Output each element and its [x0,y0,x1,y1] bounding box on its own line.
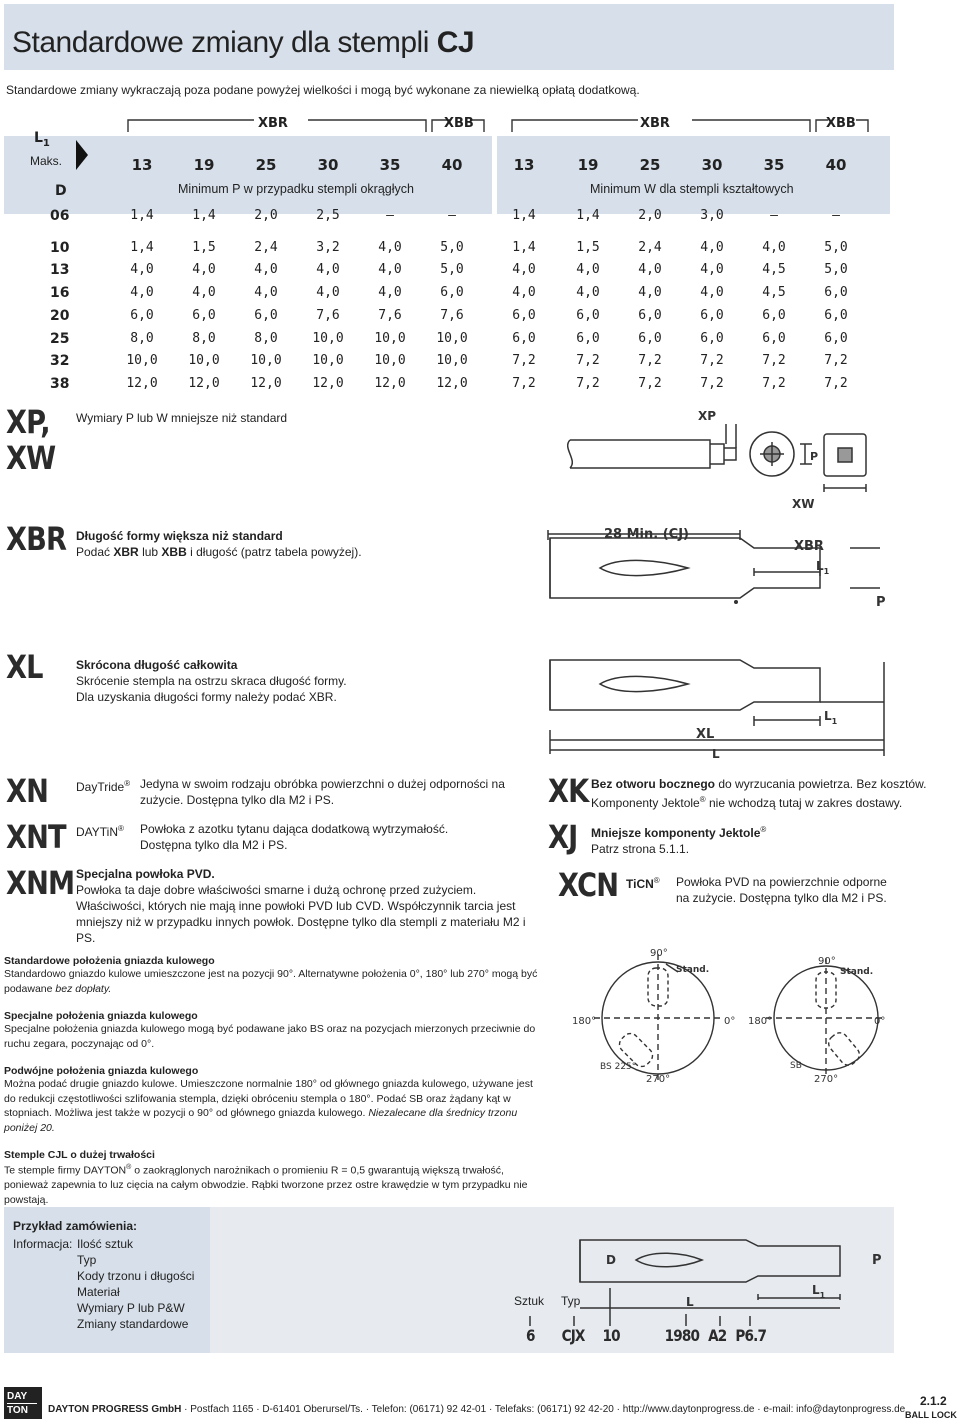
table-cell: 3,0 [700,208,724,223]
table-cell: 6,0 [700,307,724,323]
table-cell: 8,0 [192,330,216,346]
svg-text:P: P [872,1253,882,1268]
table-cell: – [448,208,456,223]
xj-code: XJ [548,818,578,856]
xp-fig-label: XP [698,409,717,423]
ball-s4-title: Stemple CJL o dużej trwałości [4,1149,155,1161]
table-cell: 6,0 [824,307,848,323]
table-cell: 4,5 [762,285,786,301]
order-sztuk-label: Sztuk [514,1294,545,1308]
xnm-code: XNM [6,864,75,902]
table-cell: 2,0 [254,208,278,223]
order-info-label: Informacja: [13,1237,73,1251]
table-header-value: 40 [825,156,847,174]
xw-fig-label: XW [792,497,815,511]
xbb-header-right: XBB [826,116,856,131]
order-item: Typ [77,1253,97,1267]
svg-text:270°: 270° [814,1074,839,1084]
table-cell: 10,0 [436,353,468,369]
table-cell: 3,2 [316,239,340,255]
ball-s2-text: Specjalne położenia gniazda kulowego mogą być podawane jako BS oraz na pozycjach mierzonych przeciwnie do ruchu zegara, poczynając od 0°. [4,1023,536,1050]
table-header-value: 30 [317,156,339,174]
table-cell: 6,0 [638,330,662,346]
table-header-value: 30 [701,156,723,174]
ball-position-figure-2 [746,944,896,1084]
table-cell: 6,0 [130,307,154,323]
table-cell: 6,0 [512,330,536,346]
table-cell: 4,0 [378,239,402,255]
table-cell: 10,0 [126,353,158,369]
table-cell: 7,2 [824,375,848,391]
xnm-desc: Specjalna powłoka PVD. Powłoka ta daje dobre właściwości smarne i dużą ochronę przed zużyciem. Właściwości, których nie mają inne powłoki PVD lub CVD. Współczynnik tarcia jest mniejszy niż w przypadku innych powłok. Dostępne tylko dla stempli z materiału M2 i PS. [76,867,526,945]
table-cell: 7,2 [576,353,600,369]
footer-address: · Postfach 1165 · D-61401 Oberursel/Ts. · Telefon: (06171) 92 42-01 · Telefaks: (06171) 92 42-20 · http://www.daytonprogress.de · e-mail: info@daytonprogress.de [184,1404,906,1415]
ball-s1-text: Standardowo gniazdo kulowe umieszczone jest na pozycji 90°. Alternatywne położenia 0°, 180° lub 270° mogą być podawane bez dopłaty. [4,968,538,995]
table-cell: 1,4 [576,208,600,223]
xnt-text: Powłoka z azotku tytanu dająca dodatkową wytrzymałość. Dostępna tylko dla M2 i PS. [140,822,449,852]
table-cell: 5,0 [824,262,848,278]
table-cell: 4,0 [638,285,662,301]
xk-desc: Bez otworu bocznego do wyrzucania powietrza. Bez kosztów. Komponenty Jektole® nie wchodzą tutaj w zakres dostawy. [591,777,927,810]
ball-s2-title: Specjalne położenia gniazda kulowego [4,1010,198,1022]
table-cell: 7,2 [576,375,600,391]
xn-name: DayTride® [76,779,131,794]
table-cell: 10,0 [250,353,282,369]
xcn-name: TiCN® [626,876,660,891]
table-cell: 4,0 [512,285,536,301]
table-cell: 4,0 [576,262,600,278]
xbr-l1-label: $L_1$ [816,559,830,576]
svg-text:D: D [606,1253,616,1267]
table-cell: 4,0 [130,262,154,278]
table-cell: 8,0 [254,330,278,346]
xbr-bracket-left [126,114,496,134]
ball-section [4,955,544,1207]
dayton-logo: DAY TON [4,1387,42,1419]
table-cell: 6,0 [824,285,848,301]
order-item: Ilość sztuk [77,1237,134,1251]
ball-s4-text: Te stemple firmy DAYTON® o zaokrąglonych narożnikach o promieniu R = 0,5 gwarantują większą trwałość, ponieważ zapewnia to luz cięcia na całym obwodzie. Rąbki tworzone przez ostre krawędzie w tym przypadku nie powstają. [4,1164,528,1206]
table-cell: 6,0 [576,307,600,323]
table-header-value: 19 [193,156,215,174]
order-example-line: 6 CJX 10 1980 A2 P6.7 [526,1326,767,1345]
table-cell: 7,6 [316,307,340,323]
order-items-list [77,1236,194,1332]
xcn-code: XCN [558,866,619,904]
caption-right: Minimum W dla stempli kształtowych [590,182,794,196]
table-cell: 4,0 [700,262,724,278]
table-cell: 4,0 [254,285,278,301]
table-cell: 6,0 [824,330,848,346]
caption-left: Minimum P w przypadku stempli okrągłych [178,182,414,196]
table-cell: 12,0 [374,375,406,391]
table-cell: 4,5 [762,262,786,278]
ball-s3-title: Podwójne położenia gniazda kulowego [4,1065,199,1077]
svg-text:Stand.: Stand. [840,967,874,977]
order-item: Zmiany standardowe [77,1317,189,1331]
table-cell: 4,0 [192,285,216,301]
table-cell: 7,2 [762,353,786,369]
xl-l1-label: $L_1$ [824,709,838,726]
xbr-figure [540,520,900,630]
xbr-p-label: P [876,595,886,610]
table-cell: 4,0 [700,285,724,301]
table-row-d: 10 [50,239,70,256]
table-cell: – [386,208,394,223]
table-cell: 6,0 [762,330,786,346]
svg-text:90°: 90° [650,948,668,959]
svg-text:180°: 180° [572,1016,597,1027]
table-header-value: 25 [639,156,661,174]
table-cell: 6,0 [576,330,600,346]
table-divider [492,136,497,216]
table-header-value: 13 [513,156,535,174]
table-cell: 7,2 [762,375,786,391]
table-cell: 7,2 [512,353,536,369]
table-cell: 5,0 [824,239,848,255]
table-row-d: 38 [50,375,70,392]
table-cell: 6,0 [440,285,464,301]
xbr-min-label: 28 Min. (CJ) [604,527,689,542]
table-cell: – [770,208,778,223]
ball-s3-text: Można podać drugie gniazdo kulowe. Umieszczone normalnie 180° od głównego gniazda kulowego, używane jest do redukcji częstotliwości szlifowania stempla, dzięki obróceniu stempla o 180°. Podać SB oraz żądany kąt w stopniach. Możliwa jest także w pozycji o 90° od głównego gniazda kulowego. Niezalecane dla średnicy trzonu poniżej 20. [4,1078,533,1134]
xl-xl-label: XL [696,727,715,742]
table-row-d: 16 [50,285,70,302]
table-cell: 6,0 [192,307,216,323]
table-cell: 6,0 [638,307,662,323]
table-cell: 5,0 [440,239,464,255]
table-header-value: 13 [131,156,153,174]
xbr-desc: Długość formy większa niż standard Podać XBR lub XBB i długość (patrz tabela powyżej). [76,529,362,559]
table-header-value: 35 [763,156,785,174]
table-cell: 2,0 [638,208,662,223]
table-cell: 6,0 [700,330,724,346]
order-item: Materiał [77,1285,120,1299]
xbb-header-left: XBB [444,116,474,131]
table-cell: 7,2 [700,375,724,391]
table-cell: 7,2 [638,375,662,391]
svg-text:SB: SB [790,1061,802,1071]
table-cell: 12,0 [436,375,468,391]
svg-text:0°: 0° [874,1016,886,1027]
table-cell: 8,0 [130,330,154,346]
xbr-code: XBR [6,520,67,558]
svg-text:L1: $L_1$ [812,1283,826,1300]
order-item: Wymiary P lub P&W [77,1301,185,1315]
ball-position-figure-1 [570,944,750,1084]
xnm-title: Specjalna powłoka PVD. [76,867,215,881]
footer-text [48,1404,905,1415]
svg-text:90°: 90° [818,956,836,967]
svg-text:BS 225°: BS 225° [600,1062,637,1072]
table-cell: 12,0 [126,375,158,391]
table-cell: 12,0 [250,375,282,391]
table-row-d: 13 [50,262,70,279]
table-cell: 10,0 [374,353,406,369]
xl-title: Skrócona długość całkowita [76,658,238,672]
table-cell: 1,4 [192,208,216,223]
table-cell: – [832,208,840,223]
table-cell: 2,5 [316,208,340,223]
table-header-value: 19 [577,156,599,174]
table-row-d: 32 [50,353,70,370]
xbr-header-right: XBR [640,116,670,131]
svg-text:0°: 0° [724,1016,736,1027]
table-cell: 5,0 [440,262,464,278]
table-cell: 2,4 [254,239,278,255]
page-title [12,26,474,60]
table-row-d: 25 [50,330,70,347]
xnt-name: DAYTiN® [76,824,124,839]
xp-xw-figure [540,404,900,516]
table-cell: 7,2 [638,353,662,369]
footer-section: BALL LOCK [905,1410,957,1420]
svg-text:L: L [686,1295,694,1309]
xbr-bracket-right [510,114,880,134]
footer-page-number: 2.1.2 [920,1394,947,1408]
order-typ-label: Typ [561,1294,581,1308]
xp-code: XP, XW [6,403,56,477]
table-cell: 6,0 [512,307,536,323]
table-cell: 10,0 [374,330,406,346]
xl-l-label: L [712,747,720,761]
table-cell: 1,5 [576,239,600,255]
table-cell: 10,0 [312,330,344,346]
table-cell: 7,2 [700,353,724,369]
table-cell: 4,0 [512,262,536,278]
xl-desc: Skrócona długość całkowita Skrócenie stempla na ostrzu skraca długość formy. Dla uzyskania długości formy należy podać XBR. [76,658,347,704]
table-header-value: 40 [441,156,463,174]
d-label: D [55,183,67,199]
xk-code: XK [548,772,589,810]
table-cell: 4,0 [378,285,402,301]
table-cell: 4,0 [192,262,216,278]
table-cell: 4,0 [316,262,340,278]
table-row-d: 20 [50,307,70,324]
page-title-bold: CJ [436,26,475,59]
table-cell: 4,0 [700,239,724,255]
table-cell: 1,4 [130,208,154,223]
xn-text: Jedyna w swoim rodzaju obróbka powierzchni o dużej odporności na zużycie. Dostępna tylko dla M2 i PS. [140,777,505,807]
maks-label: Maks. [30,154,63,168]
table-cell: 6,0 [762,307,786,323]
order-item: Kody trzonu i długości [77,1269,195,1283]
table-header-value: 35 [379,156,401,174]
table-cell: 10,0 [436,330,468,346]
table-cell: 10,0 [188,353,220,369]
table-header-band [4,136,890,216]
table-cell: 1,4 [512,208,536,223]
table-cell: 12,0 [312,375,344,391]
table-cell: 7,6 [440,307,464,323]
xbr-header-left: XBR [258,116,288,131]
xl-code: XL [6,648,43,686]
svg-text:270°: 270° [646,1074,671,1084]
p-fig-label: P [810,450,819,463]
table-cell: 7,2 [824,353,848,369]
xnt-code: XNT [6,818,66,856]
l1-label: $L_1$ [34,130,50,149]
table-cell: 6,0 [254,307,278,323]
page-intro: Standardowe zmiany wykraczają poza podane powyżej wielkości i mogą być wykonane za niewielką opłatą dodatkową. [6,83,640,97]
table-cell: 1,5 [192,239,216,255]
footer-company: DAYTON PROGRESS GmbH [48,1404,182,1415]
xn-code: XN [6,772,49,810]
table-cell: 1,4 [512,239,536,255]
table-cell: 4,0 [378,262,402,278]
table-cell: 4,0 [316,285,340,301]
table-cell: 10,0 [312,353,344,369]
table-row-d: 06 [50,208,70,224]
page-title-prefix: Standardowe zmiany dla stempli [12,26,429,59]
table-cell: 4,0 [130,285,154,301]
arrow-right-icon [76,140,90,170]
table-cell: 7,2 [512,375,536,391]
ball-s1-title: Standardowe położenia gniazda kulowego [4,955,215,967]
table-cell: 2,4 [638,239,662,255]
svg-text:Stand.: Stand. [676,965,710,975]
order-title: Przykład zamówienia: [13,1219,138,1233]
table-cell: 4,0 [762,239,786,255]
table-cell: 4,0 [638,262,662,278]
table-cell: 12,0 [188,375,220,391]
table-cell: 4,0 [254,262,278,278]
xbr-title: Długość formy większa niż standard [76,529,283,543]
xl-figure [540,640,900,762]
xbr-fig-label: XBR [794,539,824,554]
table-header-value: 25 [255,156,277,174]
table-cell: 1,4 [130,239,154,255]
svg-text:180°: 180° [748,1016,773,1027]
table-cell: 7,6 [378,307,402,323]
xcn-text: Powłoka PVD na powierzchnie odporne na zużycie. Dostępna tylko dla M2 i PS. [676,875,887,905]
xp-text: Wymiary P lub W mniejsze niż standard [76,411,288,425]
xj-desc: Mniejsze komponenty Jektole® Patrz strona 5.1.1. [591,825,767,856]
table-cell: 4,0 [576,285,600,301]
